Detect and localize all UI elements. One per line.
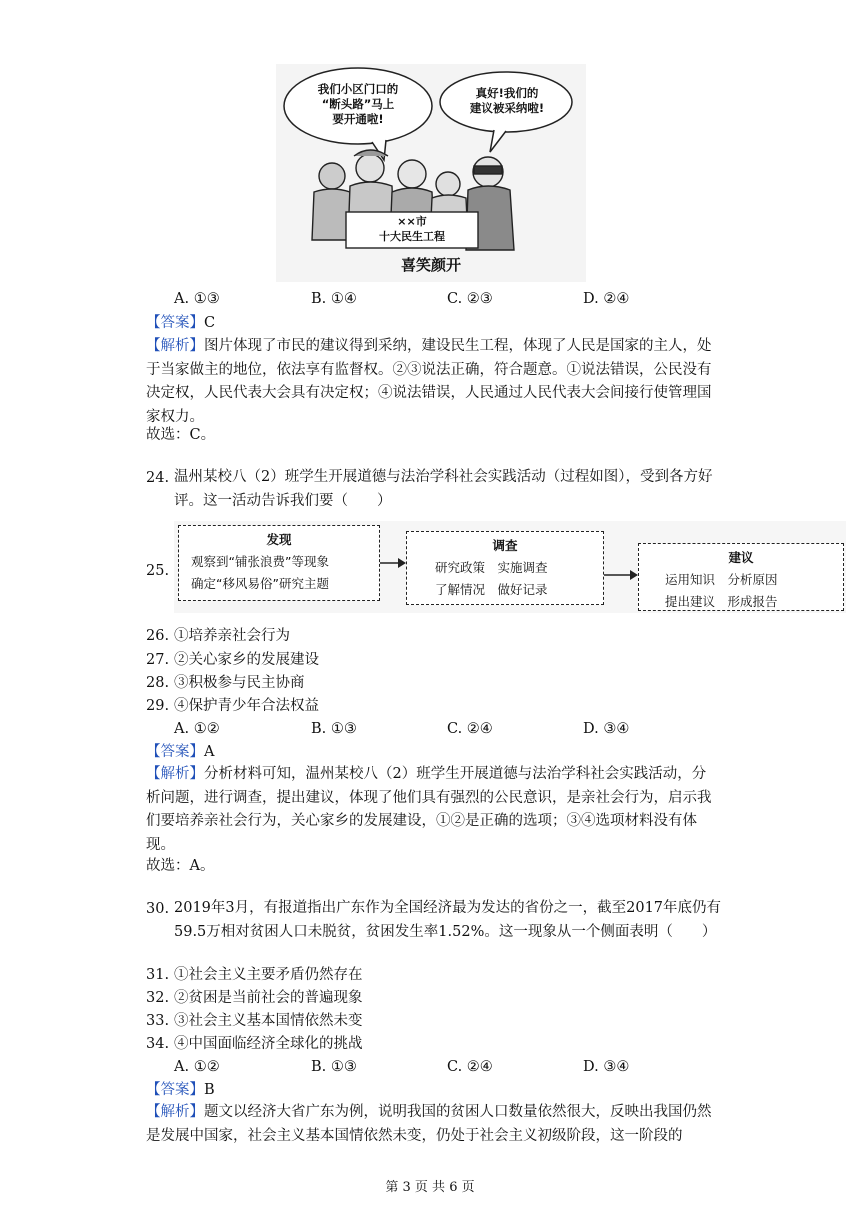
q24-item-number: 28.: [146, 675, 170, 691]
flow-box-survey: [406, 531, 604, 605]
q24-option-d: D. ③④: [583, 721, 630, 737]
q30-item-text: ③社会主义基本国情依然未变: [174, 1013, 363, 1029]
answer-value: C: [204, 315, 216, 331]
bubble-right-text: [454, 86, 560, 116]
cartoon-caption: 喜笑颜开: [400, 256, 461, 274]
q23-option-b: B. ①④: [311, 291, 357, 307]
q24-option-b: B. ①③: [311, 721, 357, 737]
bubble-right-line-1: 真好!我们的: [475, 86, 539, 100]
q24-item-text: ③积极参与民主协商: [174, 675, 305, 691]
answer-value: B: [204, 1082, 215, 1098]
flow-box-survey-title: 调查: [492, 538, 518, 553]
q24-number: 24.: [146, 470, 170, 486]
q30-item-number: 31.: [146, 967, 170, 983]
q23-option-c: C. ②③: [447, 291, 493, 307]
arrow-right-icon: [604, 569, 638, 581]
bubble-left-line-1: 我们小区门口的: [317, 82, 399, 96]
bubble-left-line-2: “断头路”马上: [321, 97, 395, 111]
analysis-text: 题文以经济大省广东为例，说明我国的贫困人口数量依然很大，反映出我国仍然是发展中国家，社会主义基本国情依然未变，仍处于社会主义初级阶段，这一阶段的: [146, 1104, 712, 1144]
q30-analysis: [146, 1101, 718, 1148]
flow-box-suggest-title: 建议: [728, 550, 754, 565]
analysis-text: 分析材料可知，温州某校八（2）班学生开展道德与法治学科社会实践活动，分析问题，进行调查，提出建议，体现了他们具有强烈的公民意识，是亲社会行为，启示我们要培养亲社会行为，关心家乡的发展建设，①②是正确的选项；③④选项材料没有体现。: [146, 766, 712, 853]
q24-item-number: 29.: [146, 698, 170, 714]
flow-diagram: [174, 521, 846, 613]
q30-item-text: ②贫困是当前社会的普遍现象: [174, 990, 363, 1006]
q30-option-a: A. ①②: [174, 1059, 220, 1075]
bubble-left-line-3: 要开通啦!: [332, 112, 384, 126]
flow-box-discover-row-2: 确定“移风易俗”研究主题: [191, 576, 329, 591]
q24-conclusion: 故选：A。: [146, 858, 215, 874]
q24-item-number: 27.: [146, 652, 170, 668]
bubble-left-text: [298, 82, 418, 127]
q30-number: 30.: [146, 901, 170, 917]
q30-item-text: ④中国面临经济全球化的挑战: [174, 1036, 363, 1052]
answer-tag: 【答案】: [146, 315, 204, 331]
banner-line-2: 十大民生工程: [379, 230, 445, 243]
q30-stem: 2019年3月，有报道指出广东作为全国经济最为发达的省份之一，截至2017年底仍有59.5万相对贫困人口未脱贫，贫困发生率1.52%。这一现象从一个侧面表明（ ）: [174, 900, 722, 940]
answer-value: A: [204, 744, 215, 760]
q24-option-c: C. ②④: [447, 721, 493, 737]
analysis-text: 图片体现了市民的建议得到采纳，建设民生工程，体现了人民是国家的主人，处于当家做主的地位，依法享有监督权。②③说法正确，符合题意。①说法错误，公民没有决定权，人民代表大会具有决定权；④说法错误，人民通过人民代表大会间接行使管理国家权力。: [146, 338, 712, 425]
q30-option-b: B. ①③: [311, 1059, 357, 1075]
q24-analysis: [146, 763, 718, 857]
answer-tag: 【答案】: [146, 744, 204, 760]
flow-box-suggest-row-1: 运用知识 分析原因: [665, 572, 778, 587]
flow-box-discover-title: 发现: [266, 532, 292, 547]
analysis-tag: 【解析】: [146, 1104, 204, 1120]
q30-option-c: C. ②④: [447, 1059, 493, 1075]
q30-item-number: 33.: [146, 1013, 170, 1029]
q24-option-a: A. ①②: [174, 721, 220, 737]
q30-item-text: ①社会主义主要矛盾仍然存在: [174, 967, 363, 983]
q23-analysis: [146, 335, 718, 429]
q24-answer: [146, 742, 214, 762]
flow-box-suggest: [638, 543, 844, 611]
q24-item-text: ①培养亲社会行为: [174, 628, 290, 644]
analysis-tag: 【解析】: [146, 766, 204, 782]
flow-box-discover: [178, 525, 380, 601]
flow-box-survey-row-1: 研究政策 实施调查: [435, 560, 548, 575]
q30-item-number: 34.: [146, 1036, 170, 1052]
q30-item-number: 32.: [146, 990, 170, 1006]
q30-answer: [146, 1080, 215, 1100]
flow-box-survey-row-2: 了解情况 做好记录: [435, 582, 548, 597]
q23-option-a: A. ①③: [174, 291, 220, 307]
q24-item-text: ②关心家乡的发展建设: [174, 652, 319, 668]
cartoon-figure: [276, 64, 586, 282]
q30-option-d: D. ③④: [583, 1059, 630, 1075]
bubble-right-line-2: 建议被采纳啦!: [469, 101, 545, 115]
flow-box-discover-row-1: 观察到“铺张浪费”等现象: [191, 554, 329, 569]
q23-answer: [146, 313, 215, 333]
q24-item-number: 26.: [146, 628, 170, 644]
q23-option-d: D. ②④: [583, 291, 630, 307]
banner-text: [346, 214, 478, 244]
flow-box-suggest-row-2: 提出建议 形成报告: [665, 594, 778, 609]
q24-stem: 温州某校八（2）班学生开展道德与法治学科社会实践活动（过程如图），受到各方好评。这一活动告诉我们要（ ）: [174, 469, 713, 509]
answer-tag: 【答案】: [146, 1082, 204, 1098]
q24-item-text: ④保护青少年合法权益: [174, 698, 319, 714]
analysis-tag: 【解析】: [146, 338, 204, 354]
q23-conclusion: 故选：C。: [146, 427, 216, 443]
flow-figure-number: 25.: [146, 563, 170, 579]
banner-line-1: ××市: [397, 215, 427, 228]
page-footer: 第 3 页 共 6 页: [385, 1180, 475, 1195]
arrow-right-icon: [380, 557, 406, 569]
